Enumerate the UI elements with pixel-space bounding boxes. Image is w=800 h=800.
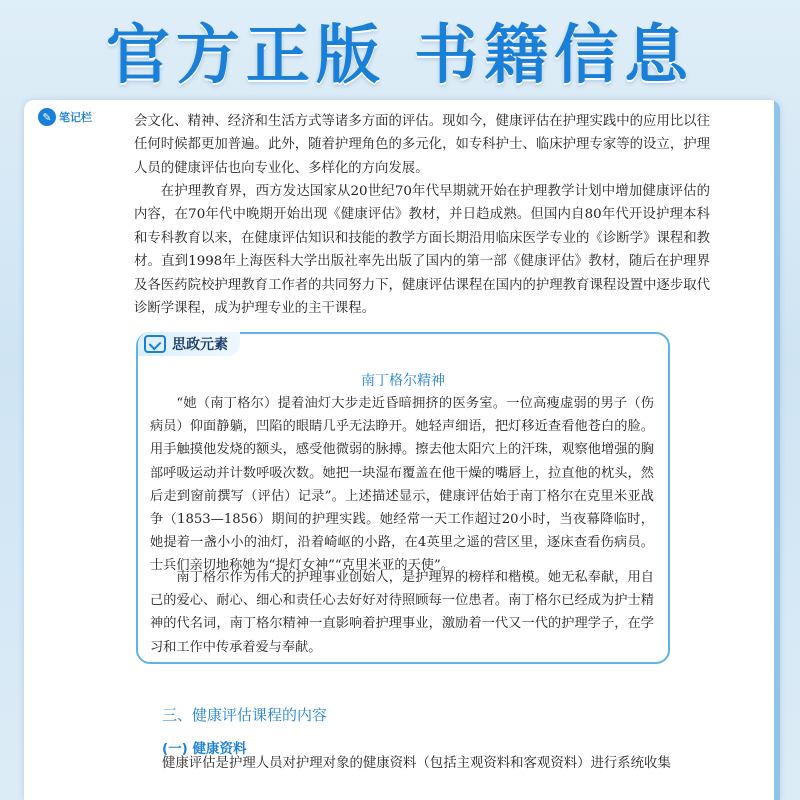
pencil-note-icon: ✎ bbox=[38, 108, 56, 126]
chat-check-icon bbox=[144, 335, 166, 353]
body-last-line: 健康评估是护理人员对护理对象的健康资料（包括主观资料和客观资料）进行系统收集 bbox=[162, 756, 671, 771]
sizheng-tab bbox=[138, 332, 240, 356]
body-paragraph-1: 会文化、精神、经济和生活方式等诸多方面的评估。现如今，健康评估在护理实践中的应用比以往任何时候都更加普遍。此外，随着护理角色的多元化，如专科护士、临床护理专家等的设立，护理人员的健康评估也向专业化、多样化的方向发展。 bbox=[134, 114, 710, 176]
sizheng-paragraph-2: 南丁格尔作为伟大的护理事业创始人，是护理界的榜样和楷模。她无私奉献，用自己的爱心、耐心、细心和责任心去好好对待照顾每一位患者。南丁格尔已经成为护士精神的代名词，南丁格尔精神一直影响着护理事业，激励着一代又一代的护理学子，在学习和工作中传承着爱与奉献。 bbox=[150, 570, 654, 655]
margin-note-label: 笔记栏 bbox=[59, 111, 92, 124]
banner bbox=[0, 0, 800, 100]
book-page bbox=[24, 100, 780, 800]
section-heading: 三、健康评估课程的内容 bbox=[162, 706, 328, 724]
body-paragraph-2: 在护理教育界，西方发达国家从20世纪70年代早期就开始在护理教学计划中增加健康评估的内容，在70年代中晚期开始出现《健康评估》教材，并日趋成熟。但国内自80年代开设护理本科和专科教育以来，在健康评估知识和技能的教学方面长期沿用临床医学专业的《诊断学》课程和教材。直到1998年上海医科大学出版社率先出版了国内的第一部《健康评估》教材，随后在护理界及各医药院校护理教育工作者的共同努力下，健康评估课程在国内的护理教育课程设置中逐步取代诊断学课程，成为护理专业的主干课程。 bbox=[134, 184, 710, 317]
margin-note bbox=[38, 108, 92, 126]
sizheng-tab-label: 思政元素 bbox=[172, 337, 228, 353]
sizheng-title: 南丁格尔精神 bbox=[361, 373, 445, 389]
sub-heading: (一) 健康资料 bbox=[162, 741, 247, 757]
banner-title: 官方正版 书籍信息 bbox=[105, 19, 695, 93]
sizheng-paragraph-1: “她（南丁格尔）提着油灯大步走近昏暗拥挤的医务室。一位高瘦虚弱的男子（伤病员）仰面静躺，凹陷的眼睛几乎无法睁开。她轻声细语，把灯移近查看他苍白的脸。用手触摸他发烧的额头，感受他微弱的脉搏。擦去他太阳穴上的汗珠，观察他增强的胸部呼吸运动并计数呼吸次数。她把一块湿布覆盖在他干燥的嘴唇上，拉直他的枕头，然后走到窗前撰写（评估）记录”。上述描述显示，健康评估始于南丁格尔在克里米亚战争（1853—1856）期间的护理实践。她经常一天工作超过20小时，当夜幕降临时，她提着一盏小小的油灯，沿着崎岖的小路，在4英里之遥的营区里，逐床查看伤病员。士兵们亲切地称她为“提灯女神”“克里米亚的天使”。 bbox=[150, 396, 654, 574]
sizheng-box bbox=[136, 332, 670, 664]
page-edge-accent bbox=[774, 100, 780, 800]
